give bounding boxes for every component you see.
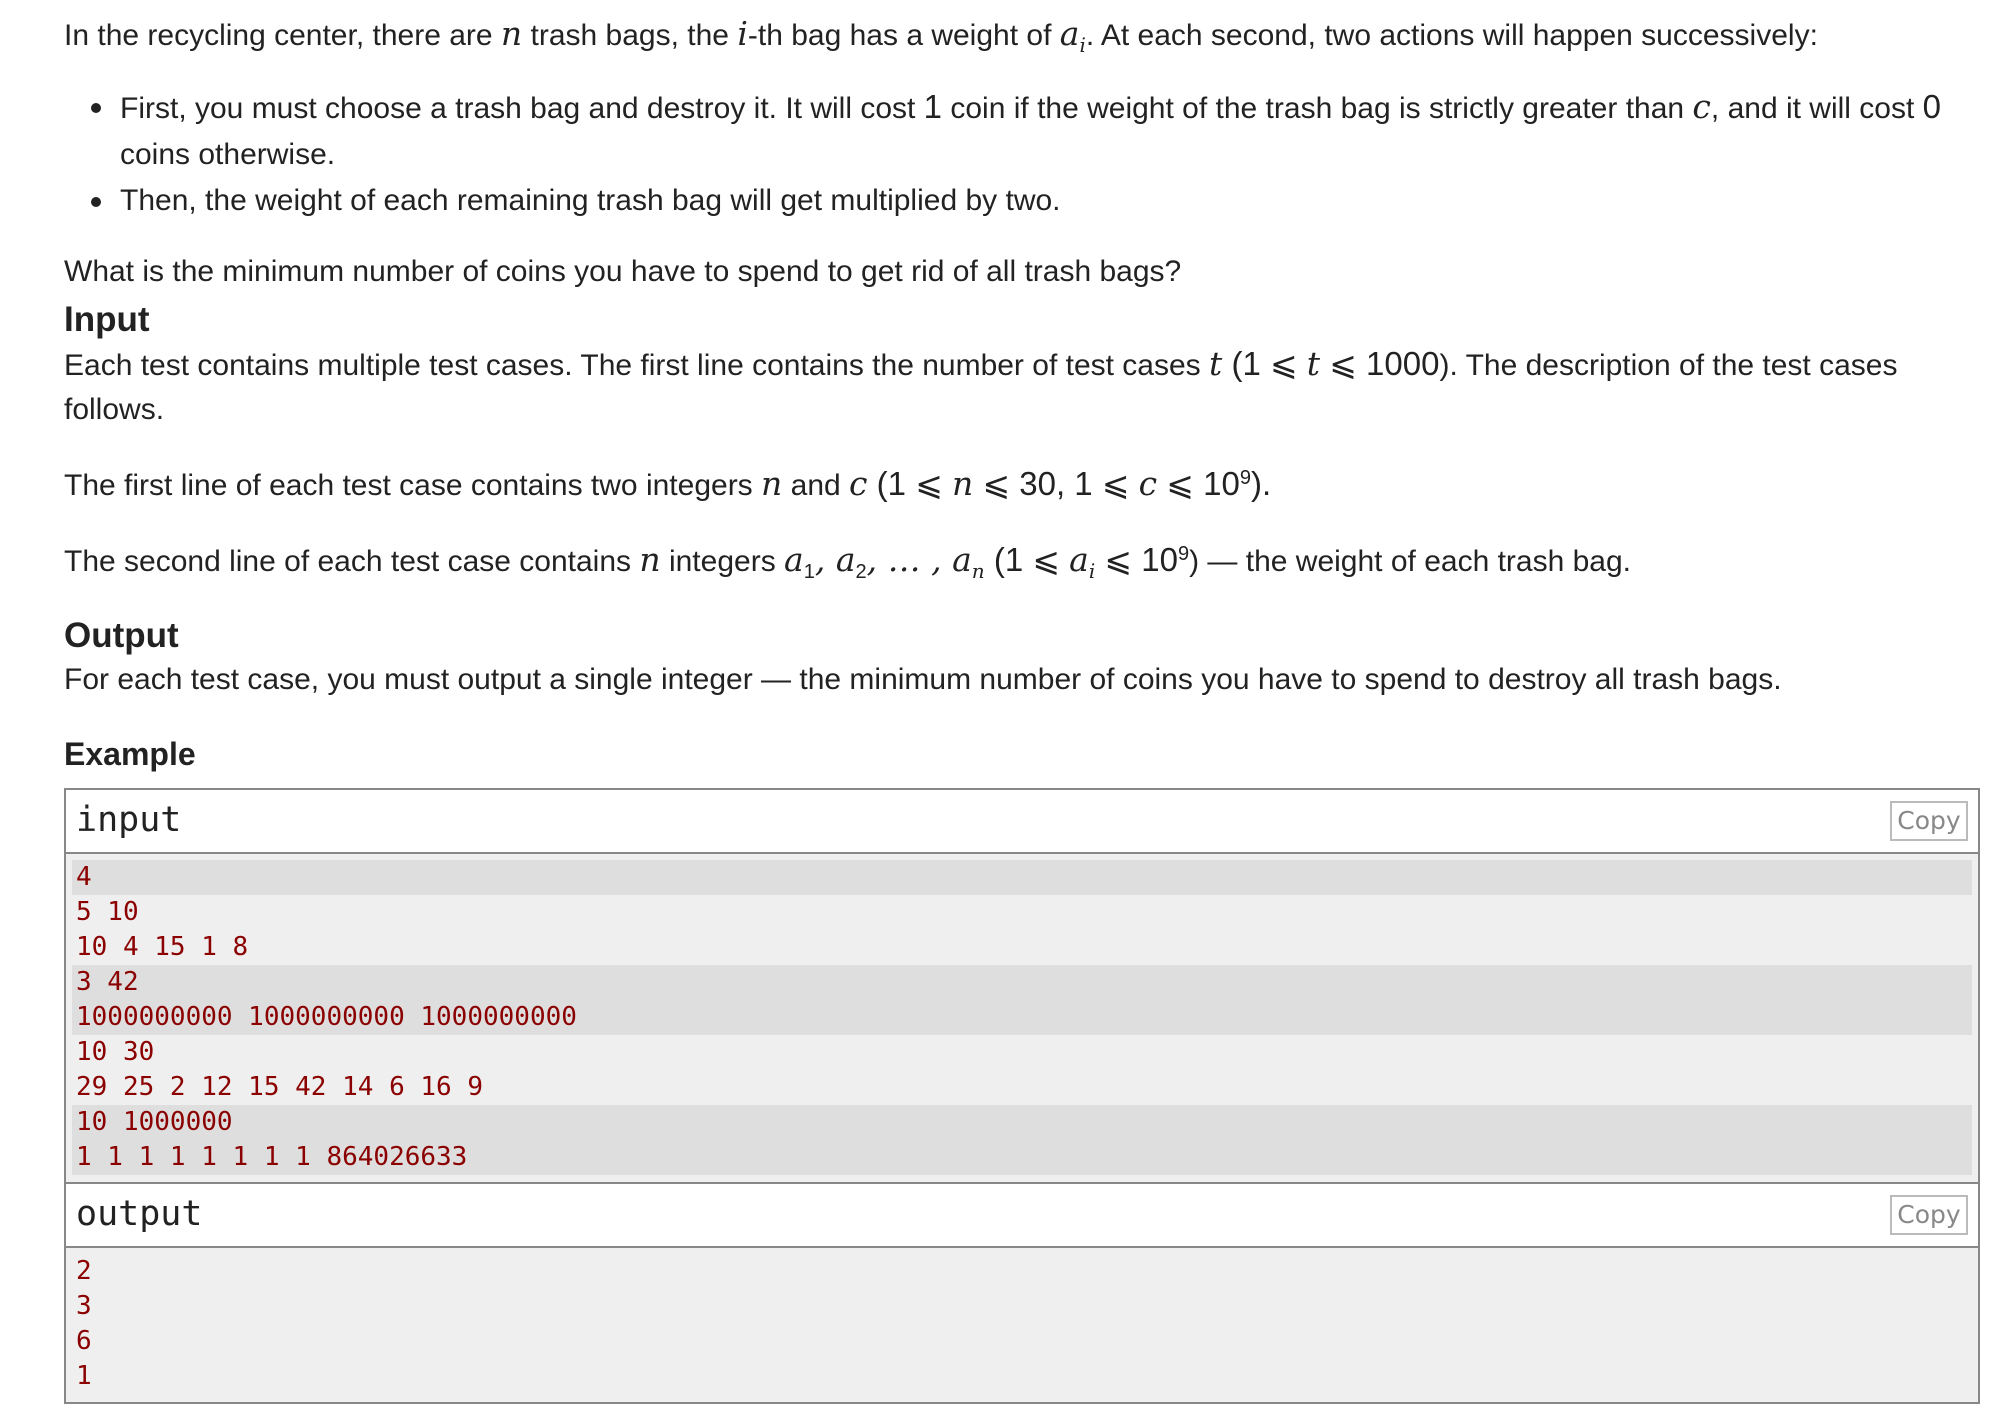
bullet-text: coin if the weight of the trash bag is strictly greater than: [942, 92, 1693, 125]
list-item: [120, 84, 1990, 178]
sample-output-label: output: [76, 1194, 203, 1234]
bullet-icon: [91, 197, 101, 207]
math-n: n: [952, 464, 974, 503]
math-a: a: [1069, 540, 1089, 579]
intro-text: -th bag has a weight of: [747, 19, 1060, 52]
input-line: 1000000000 1000000000 1000000000: [72, 1000, 1972, 1035]
copy-input-button[interactable]: Copy: [1890, 801, 1968, 841]
math-one: 1: [923, 88, 943, 125]
intro-text: In the recycling center, there are: [64, 19, 501, 52]
math-c: c: [1138, 464, 1158, 503]
input-text: and: [782, 469, 850, 502]
math-subscript: 1: [803, 561, 815, 583]
input-line: 3 42: [72, 965, 1972, 1000]
list-item: [120, 178, 1990, 224]
sample-input-header: [66, 790, 1978, 854]
math-subscript: n: [971, 559, 985, 583]
math-n: n: [639, 540, 661, 579]
bullet-text: coins otherwise.: [120, 138, 336, 171]
math-text: ).: [1250, 465, 1272, 502]
sample-output-header: [66, 1184, 1978, 1248]
math-zero: 0: [1922, 88, 1942, 125]
sample-input-box: [64, 788, 1980, 1185]
math-subscript: i: [1079, 33, 1086, 57]
math-text: ⩽ 1000: [1320, 345, 1440, 382]
output-line: 3: [76, 1291, 92, 1321]
math-exponent: 9: [1177, 543, 1190, 565]
math-a: a: [835, 540, 856, 579]
input-text: integers: [660, 545, 785, 578]
math-text: ⩽ 10: [1157, 465, 1240, 502]
example-title: Example: [64, 736, 196, 772]
sample-output-content: [66, 1248, 1978, 1402]
input-line: 10 30: [76, 1037, 155, 1067]
output-line: 2: [76, 1256, 92, 1286]
input-paragraph-3: [64, 538, 1984, 584]
math-a: a: [1059, 14, 1080, 53]
input-text: The first line of each test case contains two integers: [64, 469, 762, 502]
intro-paragraph: [64, 12, 1984, 58]
input-paragraph-1: [64, 342, 1984, 432]
output-line: 6: [76, 1326, 92, 1356]
math-text: , … ,: [866, 540, 953, 579]
math-text: (1 ⩽: [867, 465, 953, 502]
input-line: 5 10: [76, 897, 139, 927]
math-t: t: [1306, 344, 1321, 383]
input-line: 4: [72, 860, 1972, 895]
input-text: Each test contains multiple test cases. The first line contains the number of test cases: [64, 349, 1210, 382]
input-paragraph-2: [64, 462, 1984, 508]
bullet-text: , and it will cost: [1710, 92, 1923, 125]
math-c: c: [849, 464, 868, 503]
output-heading: Output: [64, 616, 179, 655]
math-subscript: i: [1088, 559, 1096, 583]
math-text: ,: [814, 540, 836, 579]
bullet-icon: [91, 103, 101, 113]
math-n: n: [500, 14, 523, 53]
input-heading: Input: [64, 300, 150, 339]
input-text: ) — the weight of each trash bag.: [1189, 545, 1632, 578]
input-line: 1 1 1 1 1 1 1 1 864026633: [72, 1140, 1972, 1175]
bullet-text: First, you must choose a trash bag and destroy it. It will cost: [120, 92, 924, 125]
math-t: t: [1209, 344, 1223, 383]
problem-statement: [64, 12, 1984, 774]
input-line: 29 25 2 12 15 42 14 6 16 9: [76, 1072, 483, 1102]
math-n: n: [761, 464, 783, 503]
sample-output-box: [64, 1182, 1980, 1404]
math-subscript: 2: [855, 561, 867, 583]
math-i: i: [737, 14, 748, 53]
output-line: 1: [76, 1361, 92, 1391]
input-line: 10 4 15 1 8: [76, 932, 249, 962]
math-text: ⩽ 10: [1095, 541, 1178, 578]
math-c: c: [1692, 87, 1711, 126]
intro-text: . At each second, two actions will happen successively:: [1085, 19, 1818, 52]
input-text: The second line of each test case contains: [64, 545, 640, 578]
input-text: ). The description of the test cases follows.: [64, 349, 1898, 426]
math-text: ⩽ 30, 1 ⩽: [973, 465, 1139, 502]
question-text: What is the minimum number of coins you have to spend to get rid of all trash bags?: [64, 255, 1182, 288]
math-text: (1 ⩽: [984, 541, 1070, 578]
input-line: 10 1000000: [72, 1105, 1972, 1140]
bullet-text: Then, the weight of each remaining trash bag will get multiplied by two.: [120, 184, 1061, 217]
intro-text: trash bags, the: [522, 19, 738, 52]
copy-output-button[interactable]: Copy: [1890, 1195, 1968, 1235]
math-text: (1 ⩽: [1222, 345, 1307, 382]
output-paragraph: For each test case, you must output a single integer — the minimum number of coins you have to spend to destroy all trash bags.: [64, 663, 1782, 696]
action-list: [64, 84, 1984, 224]
math-a: a: [952, 540, 972, 579]
math-exponent: 9: [1239, 467, 1251, 489]
sample-input-content: [66, 854, 1978, 1183]
sample-input-label: input: [76, 800, 182, 840]
math-a: a: [784, 540, 804, 579]
